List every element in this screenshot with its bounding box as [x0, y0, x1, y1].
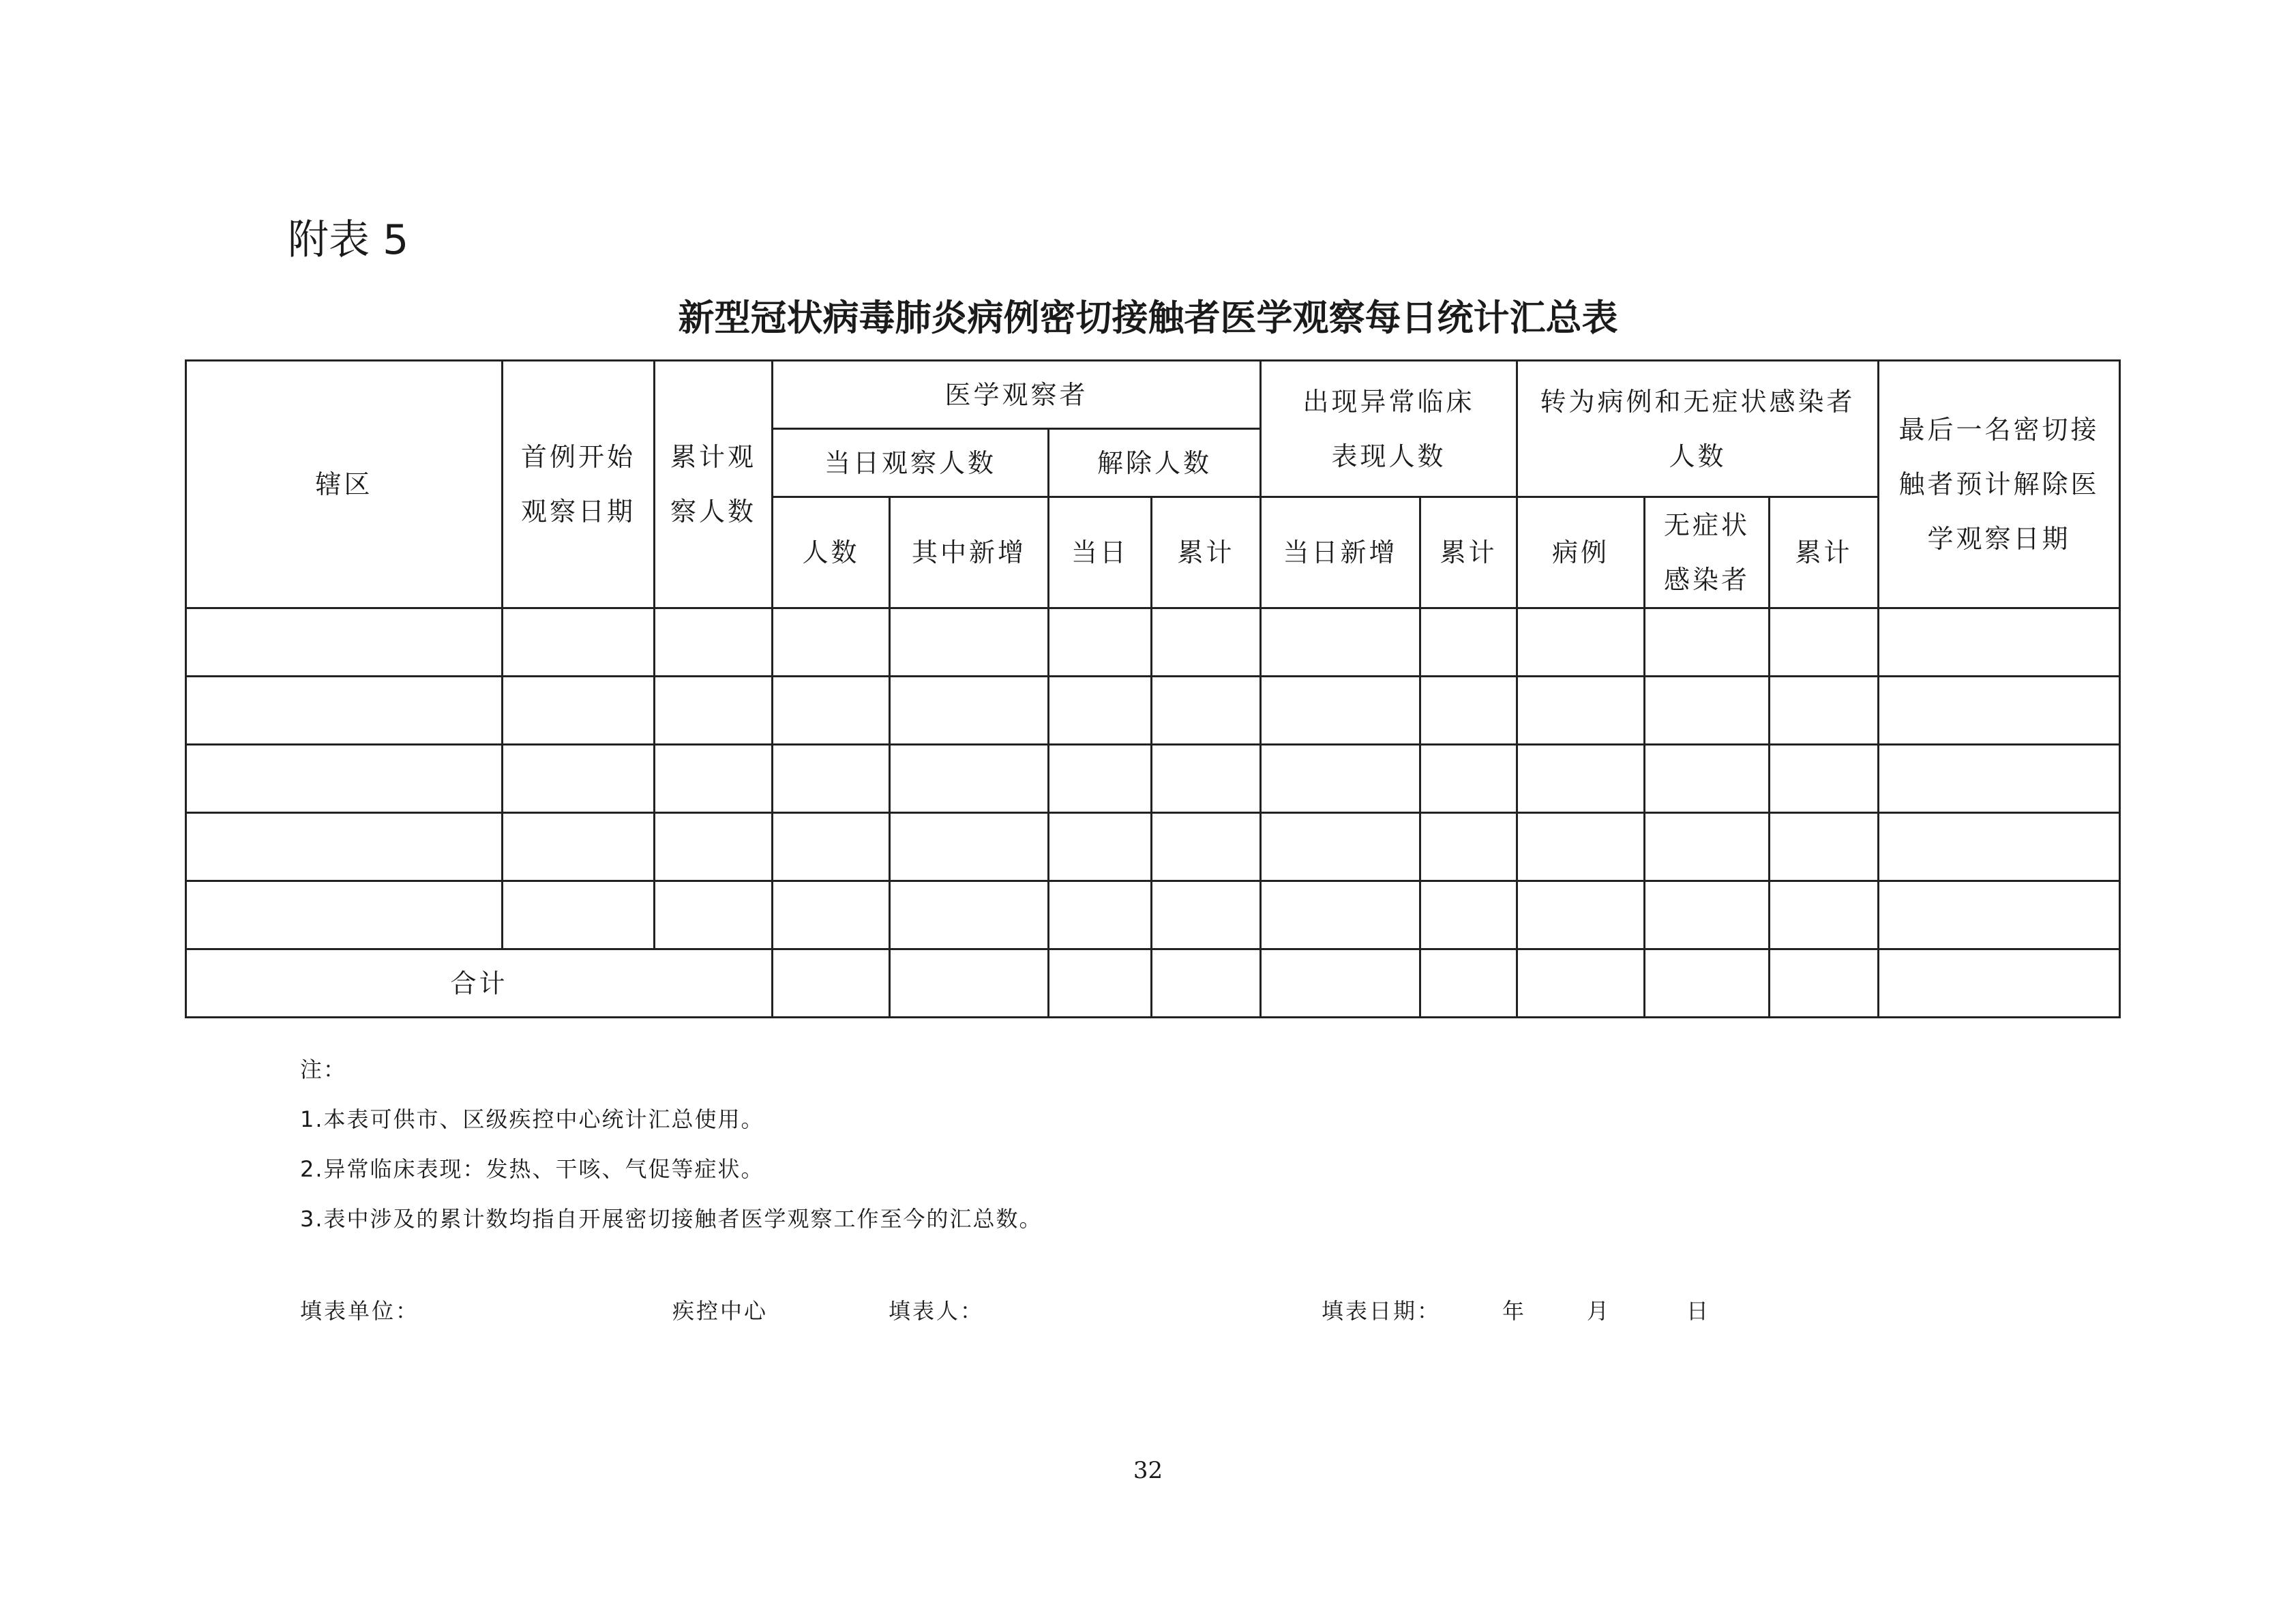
header-medical-observers: 医学观察者 — [773, 361, 1261, 429]
table-cell[interactable] — [890, 677, 1049, 745]
table-row — [186, 677, 2120, 745]
table-cell[interactable] — [655, 881, 773, 949]
table-cell[interactable] — [1261, 677, 1420, 745]
header-cases: 病例 — [1517, 497, 1645, 608]
table-row — [186, 608, 2120, 677]
table-cell[interactable] — [186, 608, 503, 677]
table-cell[interactable] — [1049, 813, 1152, 881]
data-rows — [186, 608, 2120, 949]
table-cell[interactable] — [1770, 881, 1879, 949]
header-first-case-start: 首例开始 观察日期 — [503, 361, 655, 608]
total-cell[interactable] — [1770, 949, 1879, 1018]
header-district: 辖区 — [186, 361, 503, 608]
total-cell[interactable] — [773, 949, 890, 1018]
table-cell[interactable] — [1420, 745, 1517, 813]
table-row — [186, 813, 2120, 881]
table-cell[interactable] — [1152, 881, 1261, 949]
header-cumulative-observed: 累计观 察人数 — [655, 361, 773, 608]
header-converted: 转为病例和无症状感染者 人数 — [1517, 361, 1879, 497]
table-cell[interactable] — [1517, 745, 1645, 813]
document-title: 新型冠状病毒肺炎病例密切接触者医学观察每日统计汇总表 — [678, 297, 1618, 339]
table-cell[interactable] — [1049, 745, 1152, 813]
table-cell[interactable] — [186, 677, 503, 745]
table-row — [186, 881, 2120, 949]
table-cell[interactable] — [1645, 813, 1770, 881]
note-item: 1.本表可供市、区级疾控中心统计汇总使用。 — [300, 1106, 764, 1132]
table-cell[interactable] — [1645, 608, 1770, 677]
table-cell[interactable] — [1645, 881, 1770, 949]
table-cell[interactable] — [1261, 608, 1420, 677]
header-released: 解除人数 — [1049, 429, 1261, 497]
table-cell[interactable] — [186, 813, 503, 881]
table-cell[interactable] — [503, 745, 655, 813]
table-cell[interactable] — [1645, 745, 1770, 813]
total-label: 合计 — [186, 949, 773, 1018]
table-cell[interactable] — [1420, 677, 1517, 745]
notes-section — [300, 1045, 1043, 1244]
header-abnormal-clinical: 出现异常临床 表现人数 — [1261, 361, 1517, 497]
table-cell[interactable] — [503, 881, 655, 949]
table-cell[interactable] — [1770, 745, 1879, 813]
table-cell[interactable] — [1517, 677, 1645, 745]
table-cell[interactable] — [773, 813, 890, 881]
table-cell[interactable] — [503, 608, 655, 677]
table-cell[interactable] — [1049, 677, 1152, 745]
table-cell[interactable] — [1879, 881, 2120, 949]
table-cell[interactable] — [1879, 745, 2120, 813]
table-cell[interactable] — [1645, 677, 1770, 745]
header-cumulative-abnormal: 累计 — [1420, 497, 1517, 608]
table-cell[interactable] — [773, 677, 890, 745]
table-cell[interactable] — [1770, 677, 1879, 745]
notes-heading: 注： — [300, 1057, 347, 1082]
total-cell[interactable] — [1645, 949, 1770, 1018]
month-label: 月 — [1587, 1298, 1611, 1324]
table-cell[interactable] — [1049, 608, 1152, 677]
table-cell[interactable] — [890, 813, 1049, 881]
table-cell[interactable] — [1770, 608, 1879, 677]
table-cell[interactable] — [1152, 813, 1261, 881]
header-asymptomatic: 无症状 感染者 — [1645, 497, 1770, 608]
total-cell[interactable] — [1261, 949, 1420, 1018]
cdc-label: 疾控中心 — [672, 1298, 769, 1324]
total-cell[interactable] — [890, 949, 1049, 1018]
table-cell[interactable] — [1879, 677, 2120, 745]
table-cell[interactable] — [773, 745, 890, 813]
table-cell[interactable] — [1261, 813, 1420, 881]
page-number: 32 — [1133, 1457, 1163, 1484]
table-cell[interactable] — [186, 745, 503, 813]
table-cell[interactable] — [655, 745, 773, 813]
total-row — [186, 949, 2120, 1018]
table-cell[interactable] — [1517, 608, 1645, 677]
table-cell[interactable] — [1420, 881, 1517, 949]
header-count: 人数 — [773, 497, 890, 608]
header-daily-new: 当日新增 — [1261, 497, 1420, 608]
table-cell[interactable] — [1770, 813, 1879, 881]
day-label: 日 — [1686, 1298, 1711, 1324]
table-cell[interactable] — [1879, 608, 2120, 677]
header-cumulative-released: 累计 — [1152, 497, 1261, 608]
table-cell[interactable] — [773, 608, 890, 677]
table-cell[interactable] — [1261, 881, 1420, 949]
table-cell[interactable] — [1152, 745, 1261, 813]
table-cell[interactable] — [1420, 608, 1517, 677]
table-cell[interactable] — [1517, 881, 1645, 949]
header-daily-observed: 当日观察人数 — [773, 429, 1049, 497]
table-cell[interactable] — [655, 608, 773, 677]
table-row — [186, 745, 2120, 813]
total-cell[interactable] — [1879, 949, 2120, 1018]
note-item: 3.表中涉及的累计数均指自开展密切接触者医学观察工作至今的汇总数。 — [300, 1206, 1043, 1232]
attachment-label: 附表 5 — [288, 216, 409, 264]
table-cell[interactable] — [1152, 608, 1261, 677]
table-cell[interactable] — [503, 813, 655, 881]
table-cell[interactable] — [1420, 813, 1517, 881]
total-cell[interactable] — [1049, 949, 1152, 1018]
total-cell[interactable] — [1517, 949, 1645, 1018]
header-last-contact-release: 最后一名密切接 触者预计解除医 学观察日期 — [1879, 361, 2120, 608]
table-cell[interactable] — [773, 881, 890, 949]
total-cell[interactable] — [1152, 949, 1261, 1018]
table-cell[interactable] — [890, 745, 1049, 813]
table-cell[interactable] — [655, 813, 773, 881]
header-cumulative-converted: 累计 — [1770, 497, 1879, 608]
note-item: 2.异常临床表现：发热、干咳、气促等症状。 — [300, 1156, 764, 1182]
filler-label: 填表人： — [889, 1298, 985, 1324]
table-cell[interactable] — [890, 608, 1049, 677]
table-cell[interactable] — [1049, 881, 1152, 949]
header-new-among: 其中新增 — [890, 497, 1049, 608]
table-cell[interactable] — [890, 881, 1049, 949]
table-cell[interactable] — [186, 881, 503, 949]
table-cell[interactable] — [1261, 745, 1420, 813]
year-label: 年 — [1502, 1298, 1527, 1324]
total-cell[interactable] — [1420, 949, 1517, 1018]
summary-table — [185, 359, 2121, 1018]
table-cell[interactable] — [655, 677, 773, 745]
table-cell[interactable] — [503, 677, 655, 745]
table-cell[interactable] — [1517, 813, 1645, 881]
fill-date-label: 填表日期： — [1322, 1298, 1442, 1324]
table-cell[interactable] — [1152, 677, 1261, 745]
fill-unit-label: 填表单位： — [300, 1298, 420, 1324]
header-same-day: 当日 — [1049, 497, 1152, 608]
table-cell[interactable] — [1879, 813, 2120, 881]
